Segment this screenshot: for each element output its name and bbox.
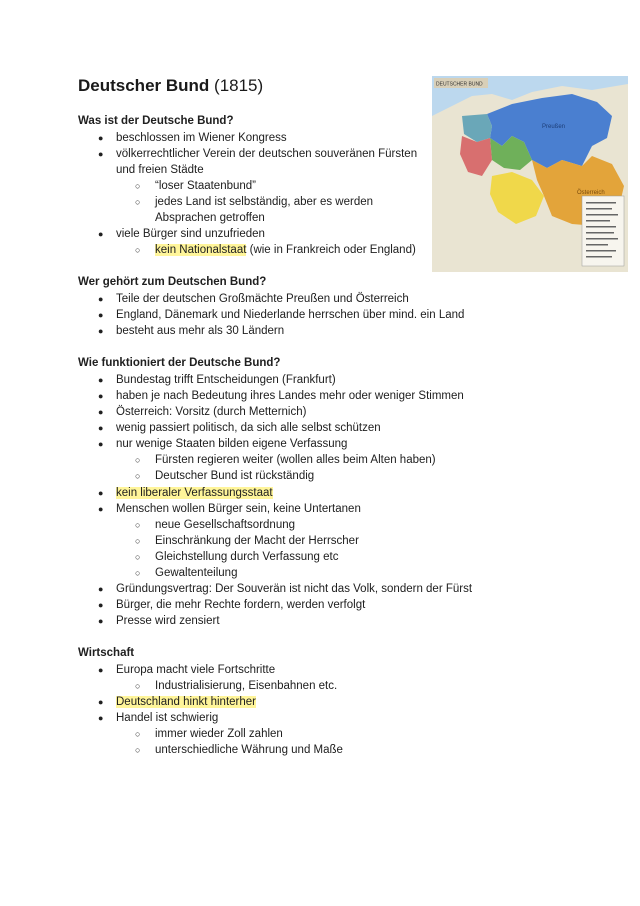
bullet-icon: ● [98,600,104,610]
list-item [116,695,256,709]
map-label-austria: Österreich [577,190,605,196]
sub-list-item: Industrialisierung, Eisenbahnen etc. [155,680,338,692]
list-item: Gründungsvertrag: Der Souverän ist nicht das Volk, sondern der Fürst [116,583,473,595]
bullet-icon: ● [98,294,104,304]
bullet-icon: ● [98,310,104,320]
sub-list-item: Einschränkung der Macht der Herrscher [155,535,359,547]
list-item: beschlossen im Wiener Kongress [116,132,287,144]
sub-list-item-continued: Absprachen getroffen [155,212,265,224]
sub-list-item: Gleichstellung durch Verfassung etc [155,551,339,563]
list-item: Bürger, die mehr Rechte fordern, werden verfolgt [116,599,366,611]
sub-bullet-icon: ○ [135,455,141,465]
sub-list-item: unterschiedliche Währung und Maße [155,744,343,756]
list-item: Europa macht viele Fortschritte [116,664,276,676]
sub-bullet-icon: ○ [135,245,141,255]
bullet-icon: ● [98,229,104,239]
bullet-icon: ● [98,375,104,385]
section-heading-2: Wer gehört zum Deutschen Bund? [78,276,267,288]
bullet-icon: ● [98,439,104,449]
sub-list-item: Fürsten regieren weiter (wollen alles beim Alten haben) [155,454,436,466]
sub-bullet-icon: ○ [135,552,141,562]
title-year: (1815) [214,76,264,95]
plain-text: (wie in Frankreich oder England) [246,244,416,256]
map-image [432,76,628,272]
bullet-icon: ● [98,665,104,675]
map-title: DEUTSCHER BUND [436,81,483,88]
bullet-icon: ● [98,326,104,336]
sub-list-item: jedes Land ist selbständig, aber es werden [155,196,374,208]
bullet-icon: ● [98,584,104,594]
sub-bullet-icon: ○ [135,181,141,191]
sub-bullet-icon: ○ [135,681,141,691]
page-title [78,76,263,96]
sub-bullet-icon: ○ [135,745,141,755]
bullet-icon: ● [98,423,104,433]
sub-bullet-icon: ○ [135,568,141,578]
sub-list-item [155,243,416,257]
sub-bullet-icon: ○ [135,197,141,207]
section-heading-3: Wie funktioniert der Deutsche Bund? [78,357,281,369]
list-item: Österreich: Vorsitz (durch Metternich) [116,406,307,418]
map-illustration [432,76,628,272]
sub-bullet-icon: ○ [135,471,141,481]
bullet-icon: ● [98,713,104,723]
bullet-icon: ● [98,504,104,514]
sub-bullet-icon: ○ [135,536,141,546]
section-heading-4: Wirtschaft [78,647,135,659]
highlighted-text: Deutschland hinkt hinterher [116,696,256,708]
sub-bullet-icon: ○ [135,520,141,530]
bullet-icon: ● [98,488,104,498]
list-item: besteht aus mehr als 30 Ländern [116,325,285,337]
list-item: Handel ist schwierig [116,712,219,724]
sub-list-item: “loser Staatenbund” [155,180,257,192]
bullet-icon: ● [98,407,104,417]
sub-list-item: immer wieder Zoll zahlen [155,728,283,740]
list-item: viele Bürger sind unzufrieden [116,228,265,240]
list-item: völkerrechtlicher Verein der deutschen souveränen Fürsten [116,148,418,160]
bullet-icon: ● [98,149,104,159]
highlighted-text: kein liberaler Verfassungsstaat [116,487,273,499]
bullet-icon: ● [98,391,104,401]
map-label-prussia: Preußen [542,124,566,130]
list-item: Bundestag trifft Entscheidungen (Frankfurt) [116,374,336,386]
list-item: wenig passiert politisch, da sich alle selbst schützen [116,422,381,434]
sub-list-item: Gewaltenteilung [155,567,238,579]
list-item: Presse wird zensiert [116,615,220,627]
title-main: Deutscher Bund [78,76,210,95]
list-item: Teile der deutschen Großmächte Preußen und Österreich [116,293,409,305]
list-item: Menschen wollen Bürger sein, keine Untertanen [116,503,361,515]
list-item: England, Dänemark und Niederlande herrschen über mind. ein Land [116,309,465,321]
bullet-icon: ● [98,697,104,707]
list-item: haben je nach Bedeutung ihres Landes mehr oder weniger Stimmen [116,390,464,402]
section-heading-1: Was ist der Deutsche Bund? [78,115,234,127]
bullet-icon: ● [98,616,104,626]
bullet-icon: ● [98,133,104,143]
sub-list-item: neue Gesellschaftsordnung [155,519,296,531]
list-item [116,486,273,500]
list-item: nur wenige Staaten bilden eigene Verfassung [116,438,348,450]
list-item-continued: und freien Städte [116,164,204,176]
sub-bullet-icon: ○ [135,729,141,739]
highlighted-text: kein Nationalstaat [155,244,247,256]
map-legend [582,196,624,266]
sub-list-item: Deutscher Bund ist rückständig [155,470,315,482]
